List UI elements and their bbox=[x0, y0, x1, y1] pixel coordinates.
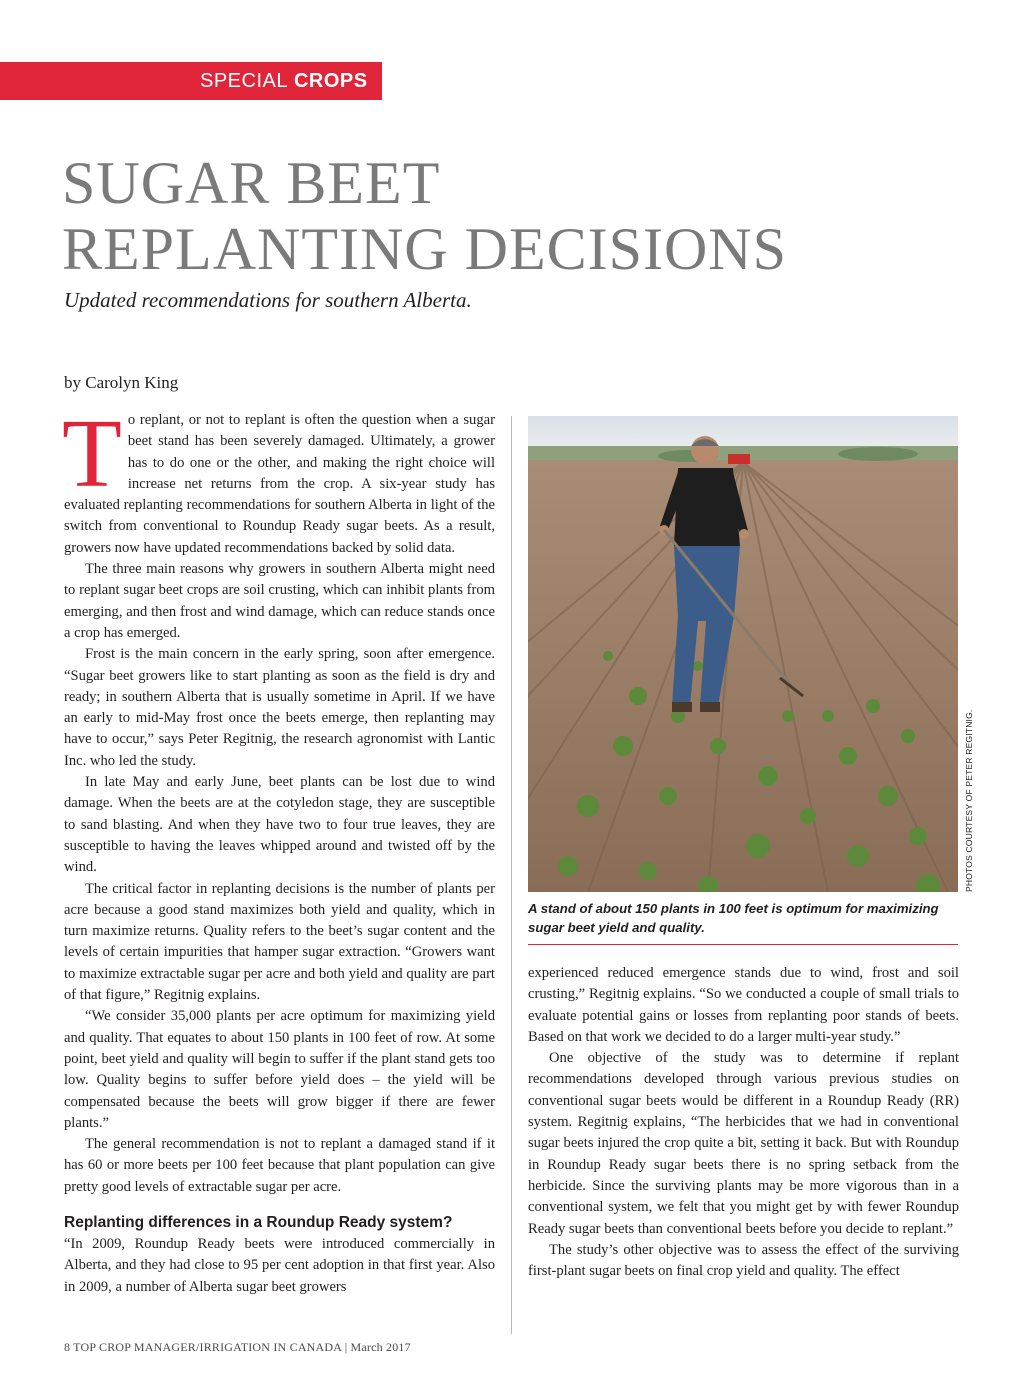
headline-line-2: REPLANTING DECISIONS bbox=[62, 216, 787, 282]
section-band bbox=[0, 62, 382, 100]
field-photo bbox=[528, 416, 958, 892]
paragraph: The general recommendation is not to replant a damaged stand if it has 60 or more beets per 100 feet because that plant population can give pretty good levels of extractable sugar per acre. bbox=[64, 1136, 495, 1195]
paragraph: The study’s other objective was to assess the effect of the surviving first-plant sugar beets on final crop yield and quality. The effect bbox=[528, 1241, 959, 1280]
paragraph-text: o replant, or not to replant is often the question when a sugar beet stand has been severely damaged. Ultimately, a grower has to do one or the other, and making the right choice will increase net returns from the crop. A six-year study has evaluated replanting recommendations for southern Alberta in light of the switch from conventional to Roundup Ready sugar beets. As a result, growers now have updated recommendations backed by solid data. bbox=[64, 412, 495, 556]
section-label-bold: CROPS bbox=[293, 69, 368, 92]
article-headline bbox=[62, 150, 862, 282]
photo-caption: A stand of about 150 plants in 100 feet is optimum for maximizing sugar beet yield and quality. bbox=[528, 901, 939, 935]
section-label-light: SPECIAL bbox=[200, 69, 288, 92]
paragraph: Frost is the main concern in the early spring, soon after emergence. “Sugar beet growers like to start planting as soon as the field is dry and ready; in southern Alberta that is usually sometime in April. If we have an early to mid-May frost once the beets emerge, then replanting may have to occur,” says Peter Regitnig, the research agronomist with Lantic Inc. who led the study. bbox=[64, 646, 495, 769]
paragraph: One objective of the study was to determine if replant recommendations developed through various previous studies on conventional sugar beets would be different in a Roundup Ready (RR) system. Regitnig explains, “The herbicides that we had in conventional sugar beets injured the crop quite a bit, setting it back. But with Roundup in Roundup Ready sugar beets there is no spring setback from the herbicide. Since the surviving plants may be more vigorous than in a conventional system, we felt that you might get by with fewer Roundup Ready sugar beets than conventional beets before you decide to replant.” bbox=[528, 1050, 959, 1237]
paragraph: experienced reduced emergence stands due to wind, frost and soil crusting,” Regitnig explains. “So we conducted a couple of small trials to evaluate potential gains or losses from replanting poor stands of beets. Based on that work we decided to do a larger multi-year study.” bbox=[528, 965, 959, 1045]
column-divider bbox=[511, 416, 512, 1334]
paragraph: The three main reasons why growers in southern Alberta might need to replant sugar beet crops are soil crusting, which can inhibit plants from emerging, and then frost and wind damage, which can reduce stands once a crop has emerged. bbox=[64, 561, 495, 641]
right-column bbox=[528, 963, 959, 1282]
headline-line-1: SUGAR BEET bbox=[62, 150, 441, 216]
page-footer: 8 TOP CROP MANAGER/IRRIGATION IN CANADA | March 2017 bbox=[64, 1340, 411, 1354]
photo-credit: PHOTOS COURTESY OF PETER REGITNIG. bbox=[964, 709, 974, 892]
caption-rule bbox=[528, 944, 958, 945]
paragraph: The critical factor in replanting decisions is the number of plants per acre because a good stand maximizes both yield and quality, which in turn maximize returns. Quality refers to the beet’s sugar content and the levels of certain impurities that hamper sugar extraction. “Growers want to maximize extractable sugar per acre and both yield and quality are part of that figure,” Regitnig explains. bbox=[64, 880, 495, 1004]
subheading: Replanting differences in a Roundup Ready system? bbox=[64, 1213, 453, 1231]
paragraph: “We consider 35,000 plants per acre optimum for maximizing yield and quality. That equates to about 150 plants in 100 feet of row. At some point, beet yield and quality will begin to suffer if the plant stand gets too low. Quality begins to suffer before yield does – the yield will be compensated because the beets will grow bigger if there are fewer plants.” bbox=[64, 1008, 495, 1131]
paragraph bbox=[62, 400, 495, 559]
paragraph: “In 2009, Roundup Ready beets were introduced commercially in Alberta, and they had close to 95 per cent adoption in that first year. Also in 2009, a number of Alberta sugar beet growers bbox=[64, 1235, 495, 1295]
byline: by Carolyn King bbox=[64, 373, 179, 392]
article-deck: Updated recommendations for southern Alberta. bbox=[64, 288, 472, 312]
left-column bbox=[62, 400, 495, 1298]
paragraph: In late May and early June, beet plants can be lost due to wind damage. When the beets are at the cotyledon stage, they are susceptible to sand blasting. And when they have two to four true leaves, they are susceptible to having the leaves whipped around and twisted off by the wind. bbox=[64, 774, 495, 876]
drop-cap: T bbox=[62, 400, 122, 508]
